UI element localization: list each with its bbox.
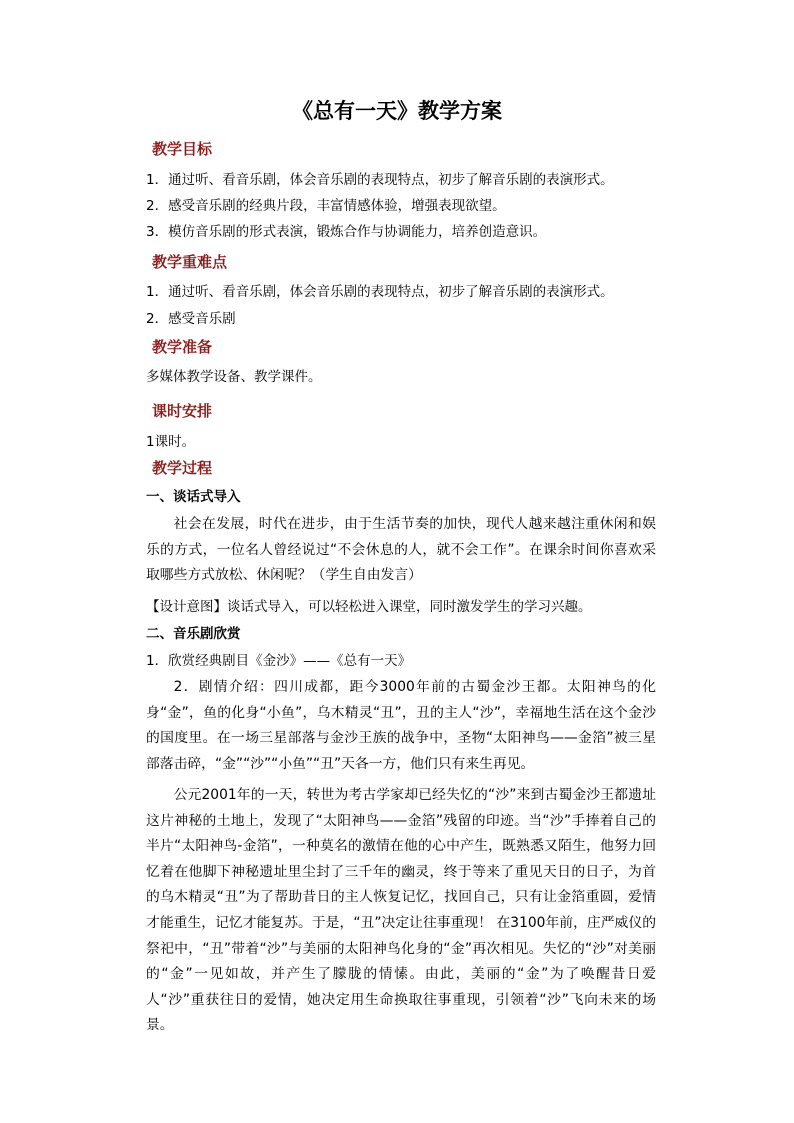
difficulty-item: 2．感受音乐剧 (146, 311, 236, 327)
heading-difficulties: 教学重难点 (152, 253, 228, 271)
plot-paragraph: 2．剧情介绍：四川成都，距今3000年前的古蜀金沙王都。太阳神鸟的化身“金”，鱼的化身“小鱼”，乌木精灵“丑”，丑的主人“沙”，幸福地生活在这个金沙的国度里。在一场三星部落与金沙王族的战争中，圣物“太阳神鸟——金箔”被三星部落击碎，“金”“沙”“小鱼”“丑”天各一方，他们只有来生再见。 (146, 679, 656, 772)
design-intent: 【设计意图】谈话式导入，可以轻松进入课堂，同时激发学生的学习兴趣。 (146, 599, 592, 615)
heading-schedule: 课时安排 (152, 402, 213, 420)
heading-objectives: 教学目标 (152, 140, 213, 158)
story-paragraph: 公元2001年的一天，转世为考古学家却已经失忆的“沙”来到古蜀金沙王都遗址这片神秘的土地上，发现了“太阳神鸟——金箔”残留的印迹。当“沙”手捧着自己的半片“太阳神鸟-金箔”，一种莫名的激情在他的心中产生，既熟悉又陌生，他努力回忆着在他脚下神秘遗址里尘封了三千年的幽灵，终于等来了重见天日的日子，为首的乌木精灵“丑”为了帮助昔日的主人恢复记忆，找回自己，只有让金箔重圆，爱情才能重生，记忆才能复苏。于是，“丑”决定让往事重现！ 在3100年前，庄严威仪的祭祀中，“丑”带着“沙”与美丽的太阳神鸟化身的“金”再次相见。失忆的“沙”对美丽的“金”一见如故，并产生了朦胧的情愫。由此，美丽的“金”为了唤醒昔日爱人“沙”重获往日的爱情，她决定用生命换取往事重现，引领着“沙”飞向未来的场景。 (146, 787, 656, 1034)
schedule-text: 1课时。 (146, 434, 196, 450)
intro-paragraph: 社会在发展，时代在进步，由于生活节奏的加快，现代人越来越注重休闲和娱乐的方式，一位名人曾经说过“不会休息的人，就不会工作”。在课余时间你喜欢采取哪些方式放松、休闲呢？（学生自由发言） (146, 516, 656, 584)
difficulty-item: 1．通过听、看音乐剧，体会音乐剧的表现特点，初步了解音乐剧的表演形式。 (146, 284, 614, 300)
heading-process: 教学过程 (152, 459, 213, 477)
preparation-text: 多媒体教学设备、教学课件。 (146, 369, 322, 385)
objective-item: 1．通过听、看音乐剧，体会音乐剧的表现特点，初步了解音乐剧的表演形式。 (146, 172, 614, 188)
process-part2-heading: 二、音乐剧欣赏 (146, 626, 241, 642)
objective-item: 3．模仿音乐剧的形式表演，锻炼合作与协调能力，培养创造意识。 (146, 224, 547, 240)
appreciation-item: 1．欣赏经典剧目《金沙》——《总有一天》 (146, 653, 412, 669)
objective-item: 2．感受音乐剧的经典片段，丰富情感体验，增强表现欲望。 (146, 198, 506, 214)
process-part1-heading: 一、谈话式导入 (146, 489, 241, 505)
heading-preparation: 教学准备 (152, 338, 213, 356)
document-title: 《总有一天》教学方案 (292, 99, 502, 123)
